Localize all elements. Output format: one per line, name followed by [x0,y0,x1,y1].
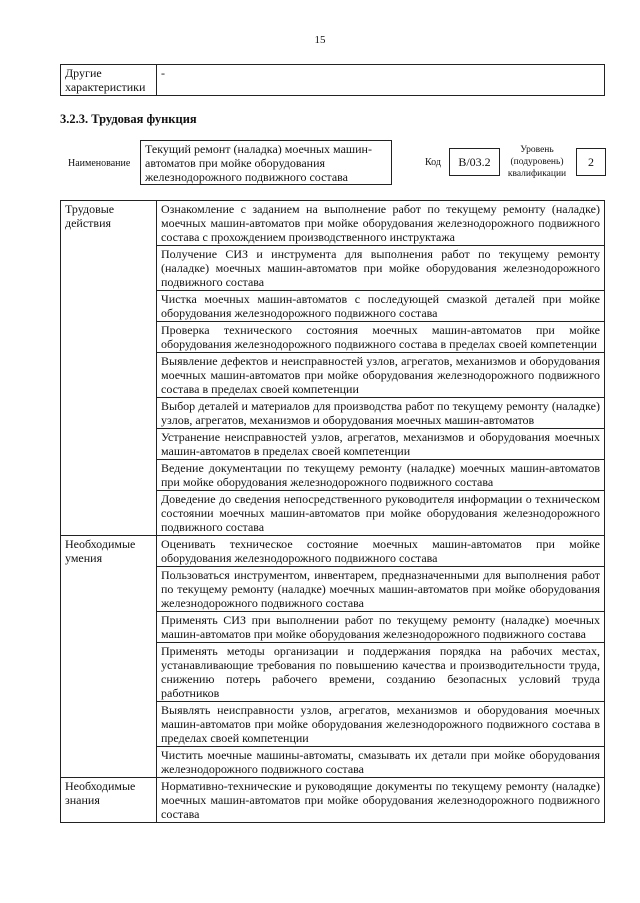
table-cell-item: Выбор деталей и материалов для производства работ по текущему ремонту (наладке) узлов, агрегатов, механизмов и оборудования моечных машин-автоматов [157,398,605,429]
table-cell-item: Устранение неисправностей узлов, агрегатов, механизмов и оборудования моечных машин-автоматов в пределах своей компетенции [157,429,605,460]
function-level: 2 [576,148,606,176]
other-characteristics-label: Другие характеристики [61,65,157,96]
table-cell-item: Пользоваться инструментом, инвентарем, предназначенными для выполнения работ по текущему ремонту (наладке) моечных машин-автоматов при мойке оборудования железнодорожного подвижного состава [157,567,605,612]
table-cell-item: Применять СИЗ при выполнении работ по текущему ремонту (наладке) моечных машин-автоматов при мойке оборудования железнодорожного подвижного состава [157,612,605,643]
table-row [61,65,605,96]
function-code: B/03.2 [449,148,500,176]
section-title: Трудовые действия [61,201,157,536]
function-name-label: Наименование [68,158,131,169]
table-cell-item: Чистить моечные машины-автоматы, смазывать их детали при мойке оборудования железнодорожного подвижного состава [157,747,605,778]
table-row [61,201,605,246]
table-cell-item: Применять методы организации и поддержания порядка на рабочих местах, устанавливающие требования по повышению качества и производительности труда, снижению потерь рабочего времени, созданию безопасных условий труда работников [157,643,605,702]
table-cell-item: Ведение документации по текущему ремонту (наладке) моечных машин-автоматов при мойке оборудования железнодорожного подвижного состава [157,460,605,491]
labor-function-header [60,140,610,188]
other-characteristics-value: - [157,65,605,96]
function-level-label: Уровень (подуровень) квалификации [507,145,567,179]
table-row [61,778,605,823]
function-name: Текущий ремонт (наладка) моечных машин-автоматов при мойке оборудования железнодорожного подвижного состава [140,140,392,185]
table-cell-item: Доведение до сведения непосредственного руководителя информации о техническом состоянии моечных машин-автоматов при мойке оборудования железнодорожного подвижного состава [157,491,605,536]
table-cell-item: Получение СИЗ и инструмента для выполнения работ по текущему ремонту (наладке) моечных машин-автоматов при мойке оборудования железнодорожного подвижного состава [157,246,605,291]
other-characteristics-table [60,64,605,96]
table-cell-item: Чистка моечных машин-автоматов с последующей смазкой деталей при мойке оборудования железнодорожного подвижного состава [157,291,605,322]
section-title: Необходимые знания [61,778,157,823]
section-heading: 3.2.3. Трудовая функция [60,112,197,126]
table-cell-item: Проверка технического состояния моечных машин-автоматов при мойке оборудования железнодорожного подвижного состава в пределах своей компетенции [157,322,605,353]
section-title: Необходимые умения [61,536,157,778]
table-row [61,536,605,567]
table-cell-item: Выявлять неисправности узлов, агрегатов, механизмов и оборудования моечных машин-автоматов при мойке оборудования железнодорожного подвижного состава в пределах своей компетенции [157,702,605,747]
table-cell-item: Выявление дефектов и неисправностей узлов, агрегатов, механизмов и оборудования моечных машин-автоматов при мойке оборудования железнодорожного подвижного состава в пределах своей компетенции [157,353,605,398]
page-number: 15 [314,34,326,46]
table-cell-item: Оценивать техническое состояние моечных машин-автоматов при мойке оборудования железнодорожного подвижного состава [157,536,605,567]
table-cell-item: Нормативно-технические и руководящие документы по текущему ремонту (наладке) моечных машин-автоматов при мойке оборудования железнодорожного подвижного состава [157,778,605,823]
function-code-label: Код [425,157,441,168]
labor-function-table-body [61,201,605,823]
table-cell-item: Ознакомление с заданием на выполнение работ по текущему ремонту (наладке) моечных машин-автоматов при мойке оборудования железнодорожного подвижного состава с прохождением производственного инструктажа [157,201,605,246]
labor-function-table [60,200,605,823]
